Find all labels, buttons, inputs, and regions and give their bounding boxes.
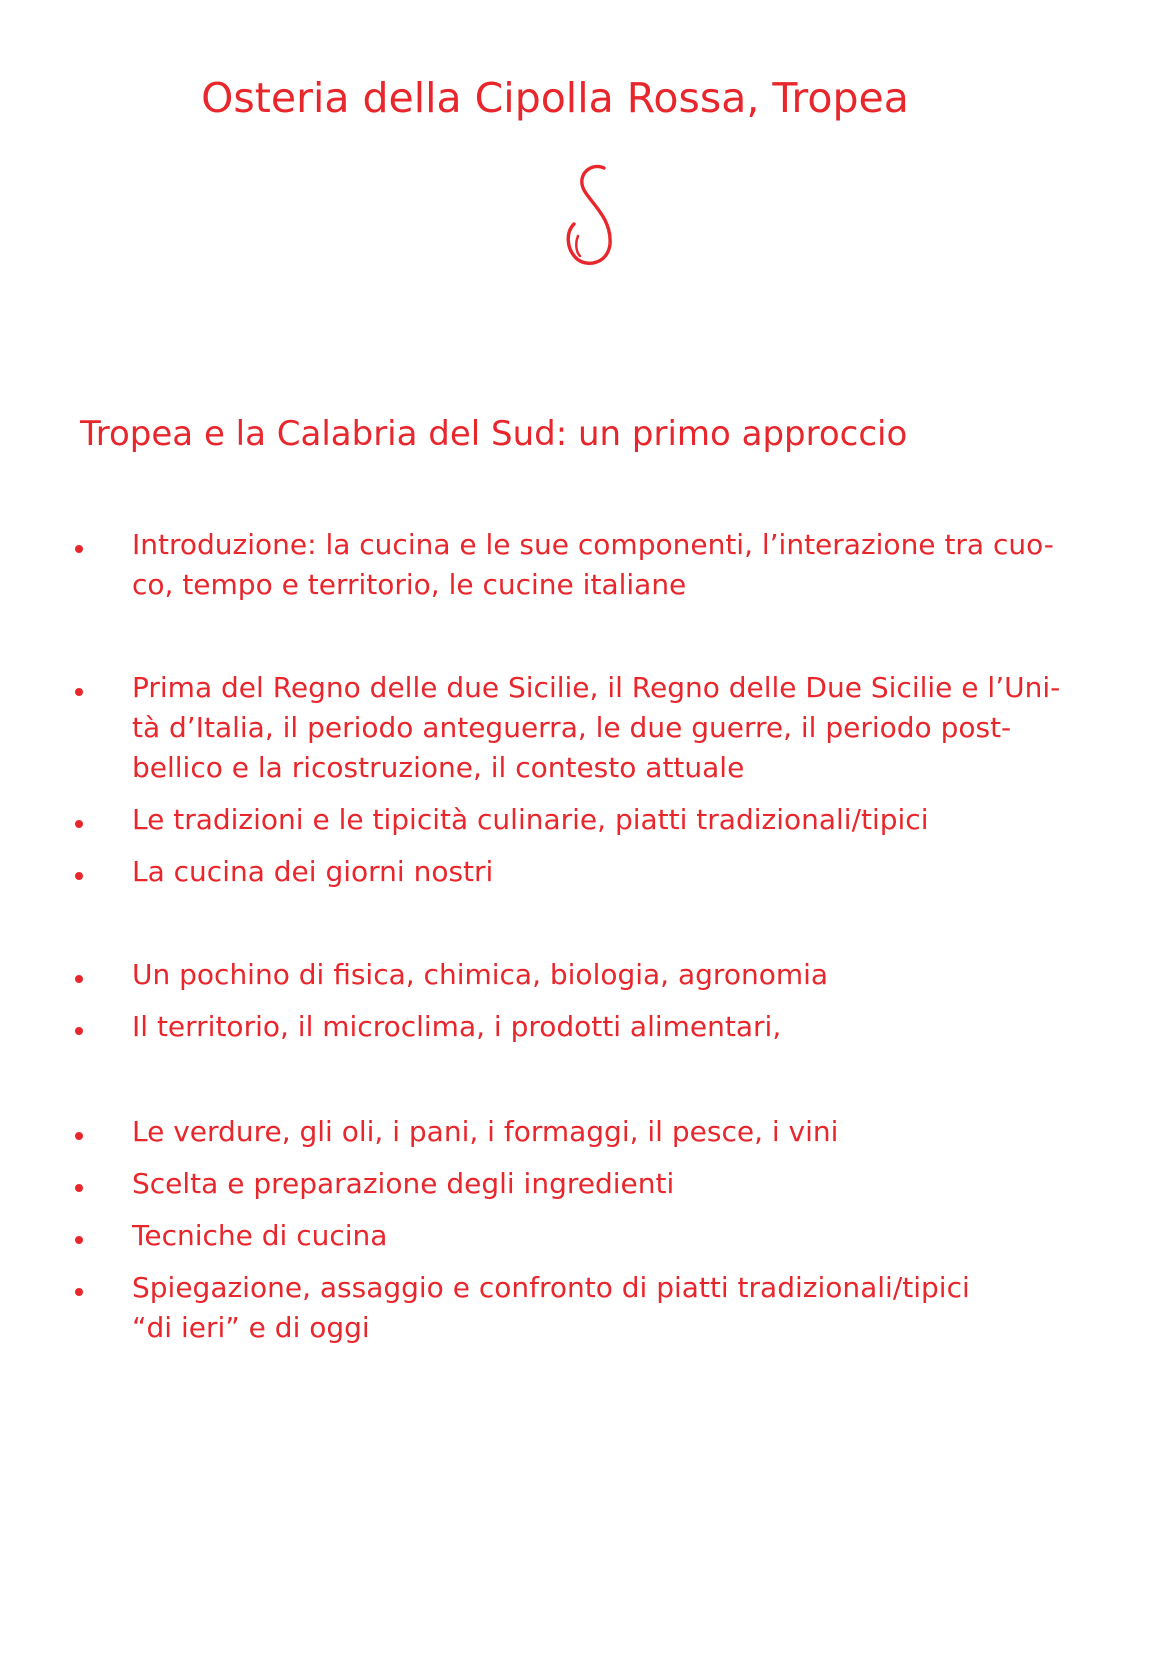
list-item-text: Il territorio, il microclima, i prodotti alimentari, xyxy=(132,1010,782,1043)
section-title: Tropea e la Calabria del Sud: un primo approccio xyxy=(80,414,908,454)
bullet xyxy=(75,820,83,828)
bullet xyxy=(75,1288,83,1296)
list-item-text: Introduzione: la cucina e le sue componenti, l’interazione tra cuo- co, tempo e territorio, le cucine italiane xyxy=(132,528,1054,601)
list-item-text: Tecniche di cucina xyxy=(132,1219,388,1252)
onion-drop-icon xyxy=(556,160,616,280)
bullet xyxy=(75,872,83,880)
list-item-text: Prima del Regno delle due Sicilie, il Regno delle Due Sicilie e l’Uni- tà d’Italia, il periodo anteguerra, le due guerre, il periodo post- bellico e la ricostruzione, il contesto attuale xyxy=(132,671,1061,784)
list-item-text: Le tradizioni e le tipicità culinarie, piatti tradizionali/tipici xyxy=(132,803,929,836)
bullet xyxy=(75,1132,83,1140)
list-item-text: Un pochino di fisica, chimica, biologia, agronomia xyxy=(132,958,829,991)
list-item-text: Le verdure, gli oli, i pani, i formaggi, il pesce, i vini xyxy=(132,1115,839,1148)
bullet xyxy=(75,1027,83,1035)
bullet xyxy=(75,688,83,696)
list-item-text: Scelta e preparazione degli ingredienti xyxy=(132,1167,675,1200)
bullet xyxy=(75,545,83,553)
list-item-text: Spiegazione, assaggio e confronto di piatti tradizionali/tipici “di ieri” e di oggi xyxy=(132,1271,970,1344)
bullet xyxy=(75,1184,83,1192)
page-title: Osteria della Cipolla Rossa, Tropea xyxy=(201,74,909,122)
bullet xyxy=(75,975,83,983)
list-item-text: La cucina dei giorni nostri xyxy=(132,855,494,888)
bullet xyxy=(75,1236,83,1244)
